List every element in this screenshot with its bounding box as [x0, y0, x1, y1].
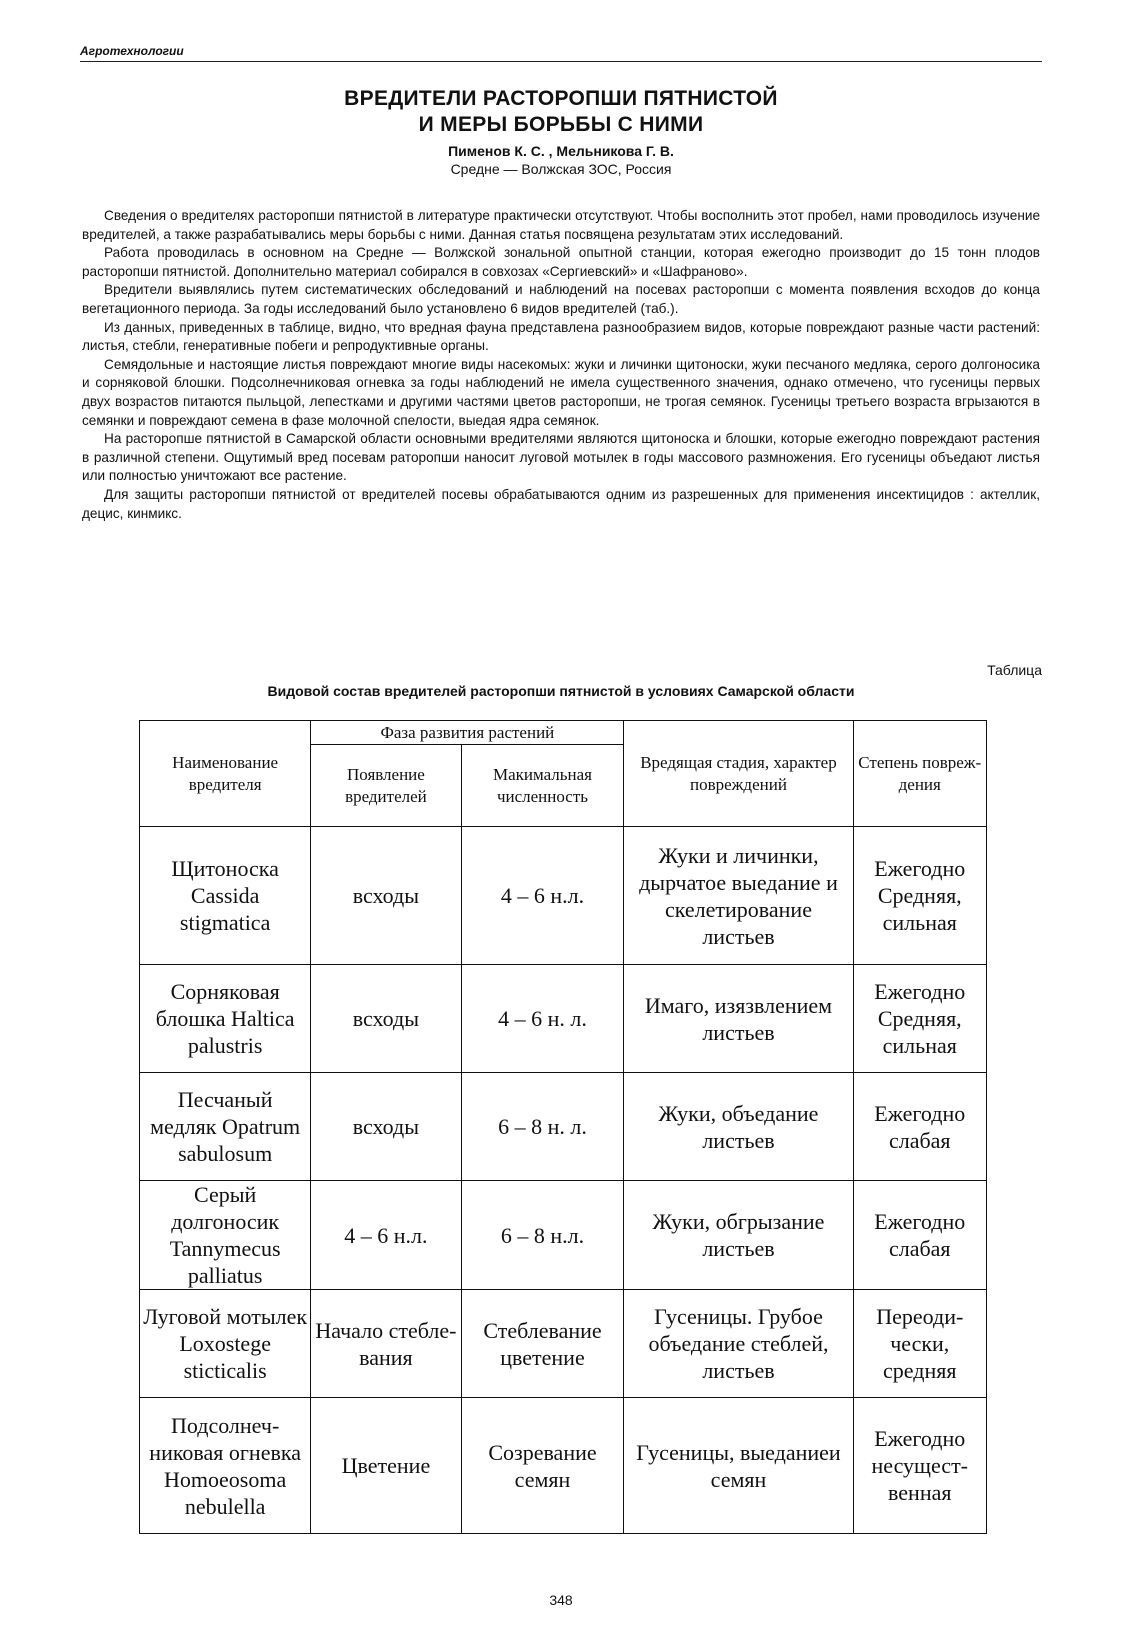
cell-max-count: 6 – 8 н.л. [461, 1181, 624, 1290]
cell-damage: Жуки и личинки, дырчатое выедание и скелетирование листьев [624, 827, 853, 965]
paragraph-6: На расторопше пятнистой в Самарской области основными вредителями являются щитоноска и блошки, которые ежегодно повреждают растения в различной степени. Ощутимый вред посевам раторопши наносит луговой мотылек в годы массового размножения. Его гусеницы объедают листья или полностью уничтожают все растение. [82, 431, 1040, 484]
paragraph-5: Семядольные и настоящие листья повреждают многие виды насекомых: жуки и личинки щитоноски, жуки песчаного медляка, серого долгоносика и сорняковой блошки. Подсолнечниковая огневка за годы наблюдений не имела существенного значения, однако отмечено, что гусеницы первых двух возрастов питаются пыльцой, лепестками и другими частями цветов расторопши, не трогая семянок. Гусеницы третьего возраста вгрызаются в семянки и повреждают семена в фазе молочной спелости, выедая ядра семянок. [82, 356, 1040, 428]
cell-appearance: Цветение [311, 1398, 461, 1534]
cell-damage: Гусеницы. Грубое объедание стеблей, листьев [624, 1290, 853, 1398]
header-degree: Степень повреж-дения [853, 721, 986, 827]
header-max-count: Макимальная численность [461, 745, 624, 827]
table-row [140, 1398, 987, 1534]
paragraph-1: Сведения о вредителях расторопши пятнистой в литературе практически отсутствуют. Чтобы восполнить этот пробел, нами проводилось изучение вредителей, а также разрабатывались меры борьбы с ними. Данная статья посвящена результатам этих исследований. [82, 208, 1040, 242]
page-number: 348 [549, 1592, 573, 1608]
cell-max-count: Созревание семян [461, 1398, 624, 1534]
cell-degree: Ежегодно слабая [853, 1073, 986, 1181]
paragraph-3: Вредители выявлялись путем систематических обследований и наблюдений на посевах расторопши с момента появления всходов до конца вегетационного периода. За годы исследований было установлено 6 видов вредителей (таб.). [82, 282, 1040, 316]
cell-max-count: 4 – 6 н.л. [461, 827, 624, 965]
cell-damage: Гусеницы, выеданиеи семян [624, 1398, 853, 1534]
cell-pest-name: Серый долгоносик Tannymecus palliatus [140, 1181, 311, 1290]
table-row [140, 1181, 987, 1290]
cell-appearance: всходы [311, 1073, 461, 1181]
table-row [140, 827, 987, 965]
cell-pest-name: Щитоноска Cassida stigmatica [140, 827, 311, 965]
cell-appearance: всходы [311, 827, 461, 965]
header-damage: Вредящая стадия, характер повреждений [624, 721, 853, 827]
header-phase-group: Фаза развития растений [311, 721, 624, 745]
cell-appearance: Начало стебле-вания [311, 1290, 461, 1398]
cell-damage: Жуки, объедание листьев [624, 1073, 853, 1181]
authors: Пименов К. С. , Мельникова Г. В. [448, 143, 674, 159]
cell-degree: Ежегодно Средняя, сильная [853, 827, 986, 965]
cell-appearance: 4 – 6 н.л. [311, 1181, 461, 1290]
cell-damage: Жуки, обгрызание листьев [624, 1181, 853, 1290]
cell-max-count: 4 – 6 н. л. [461, 965, 624, 1073]
cell-damage: Имаго, изязвлением листьев [624, 965, 853, 1073]
table-row [140, 965, 987, 1073]
cell-max-count: Стеблевание цветение [461, 1290, 624, 1398]
running-head: Агротехнологии [80, 44, 1042, 62]
table-row [140, 1290, 987, 1398]
table-label: Таблица [987, 662, 1042, 678]
cell-pest-name: Сорняковая блошка Haltica palustris [140, 965, 311, 1073]
cell-pest-name: Подсолнеч-никовая огневка Homoeosoma nebulella [140, 1398, 311, 1534]
pests-table [139, 720, 987, 1534]
cell-appearance: всходы [311, 965, 461, 1073]
cell-degree: Ежегодно несущест-венная [853, 1398, 986, 1534]
header-appearance: Появление вредителей [311, 745, 461, 827]
paragraph-2: Работа проводилась в основном на Средне — Волжской зональной опытной станции, которая ежегодно производит до 15 тонн плодов расторопши пятнистой. Дополнительно материал собирался в совхозах «Сергиевский» и «Шафраново». [82, 245, 1040, 279]
table-row [140, 1073, 987, 1181]
article-title-line-1: ВРЕДИТЕЛИ РАСТОРОПШИ ПЯТНИСТОЙ [344, 87, 778, 110]
cell-degree: Ежегодно слабая [853, 1181, 986, 1290]
header-pest-name: Наименование вредителя [140, 721, 311, 827]
cell-degree: Переоди-чески, средняя [853, 1290, 986, 1398]
table-caption: Видовой состав вредителей расторопши пятнистой в условиях Самарской области [267, 683, 855, 699]
cell-pest-name: Луговой мотылек Loxostege sticticalis [140, 1290, 311, 1398]
paragraph-7: Для защиты расторопши пятнистой от вредителей посевы обрабатываются одним из разрешенных для применения инсектицидов : актеллик, децис, кинмикс. [82, 486, 1040, 521]
cell-max-count: 6 – 8 н. л. [461, 1073, 624, 1181]
cell-pest-name: Песчаный медляк Opatrum sabulosum [140, 1073, 311, 1181]
affiliation: Средне — Волжская ЗОС, Россия [450, 161, 672, 177]
article-title-line-2: И МЕРЫ БОРЬБЫ С НИМИ [418, 113, 704, 136]
article-body [82, 207, 1040, 523]
title-block [80, 86, 1042, 177]
paragraph-4: Из данных, приведенных в таблице, видно, что вредная фауна представлена разнообразием видов, которые повреждают разные части растений: листья, стебли, генеративные побеги и репродуктивные органы. [82, 319, 1040, 354]
cell-degree: Ежегодно Средняя, сильная [853, 965, 986, 1073]
